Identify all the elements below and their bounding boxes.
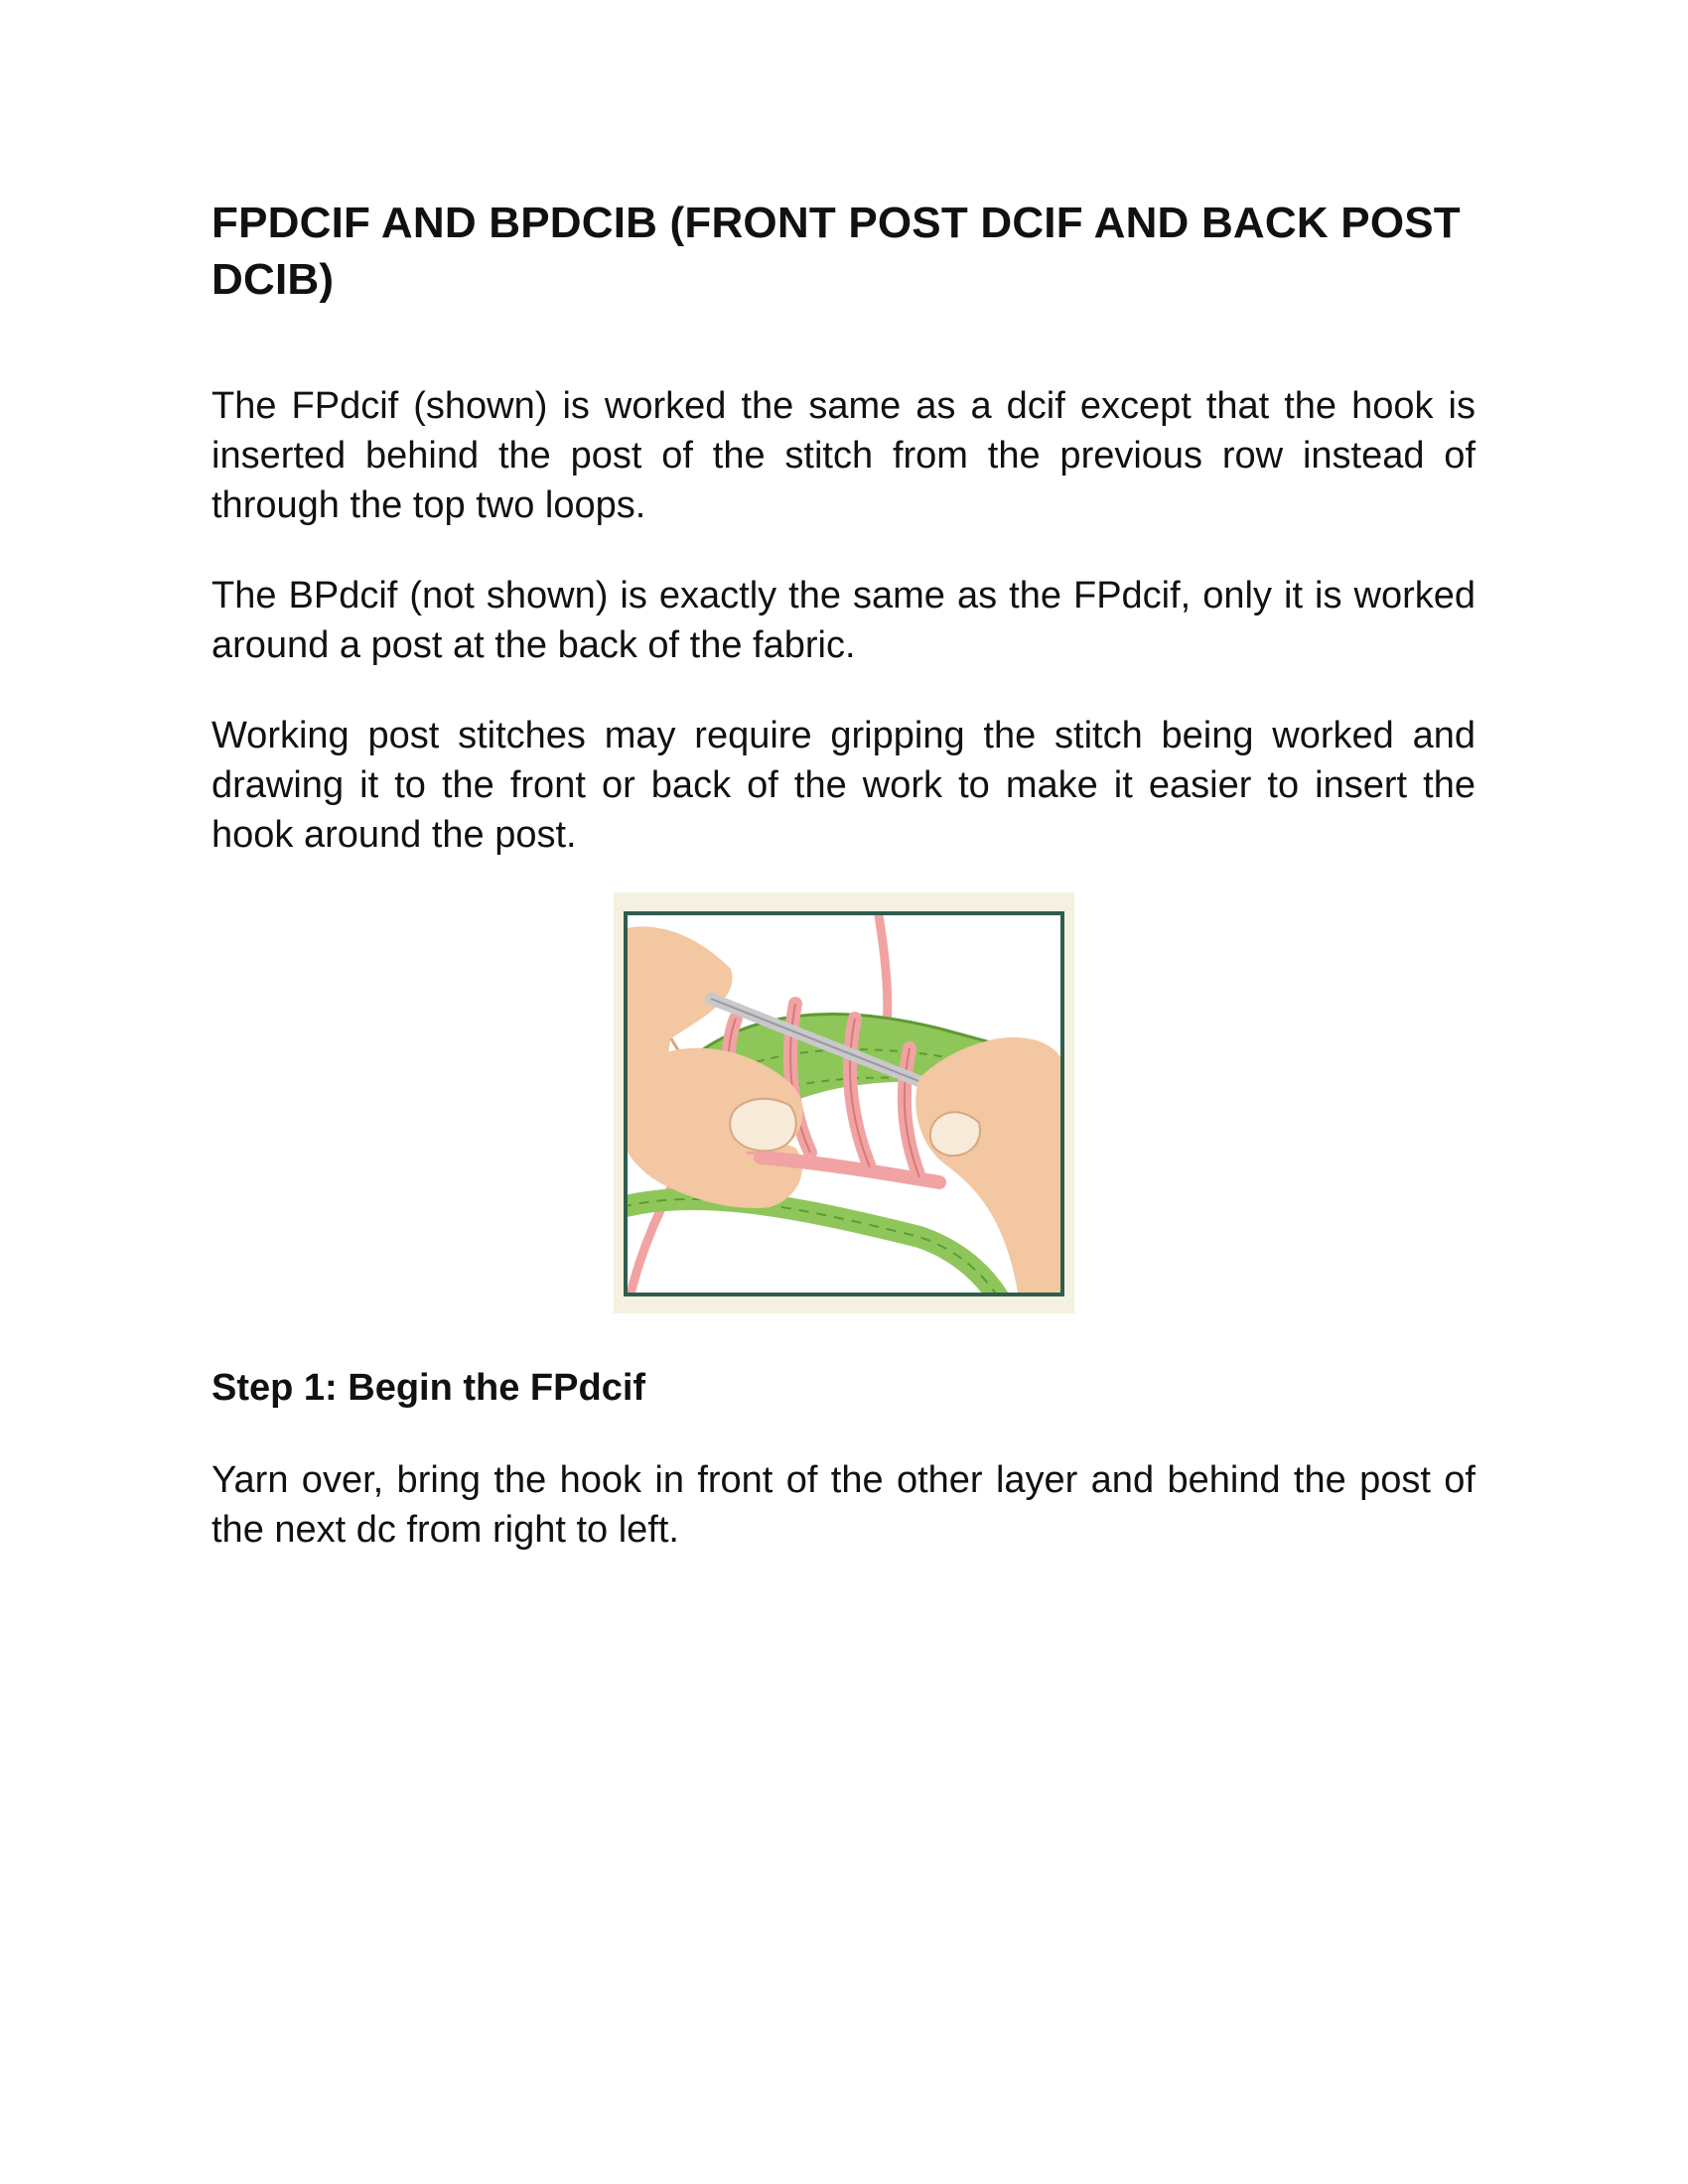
page-title: FPDCIF AND BPDCIB (FRONT POST DCIF AND BACK POST DCIB) bbox=[211, 199, 1461, 304]
step-heading: Step 1: Begin the FPdcif bbox=[211, 1367, 646, 1409]
paragraph-fpdcif-description: The FPdcif (shown) is worked the same as a dcif except that the hook is inserted behind the post of the stitch from the previous row instead of through the top two loops. bbox=[211, 385, 1476, 526]
document-page bbox=[211, 195, 1476, 860]
crochet-illustration bbox=[622, 909, 1066, 1298]
step-instructions: Yarn over, bring the hook in front of the other layer and behind the post of the next dc from right to left. bbox=[211, 1459, 1476, 1551]
right-thumb-nail bbox=[930, 1112, 980, 1156]
paragraph-post-stitch-tip: Working post stitches may require gripping the stitch being worked and drawing it to the front or back of the work to make it easier to insert the hook around the post. bbox=[211, 715, 1476, 856]
left-thumb-nail bbox=[730, 1099, 795, 1151]
illustration-panel bbox=[614, 892, 1074, 1313]
paragraph-bpdcif-description: The BPdcif (not shown) is exactly the same as the FPdcif, only it is worked around a post at the back of the fabric. bbox=[211, 575, 1476, 666]
